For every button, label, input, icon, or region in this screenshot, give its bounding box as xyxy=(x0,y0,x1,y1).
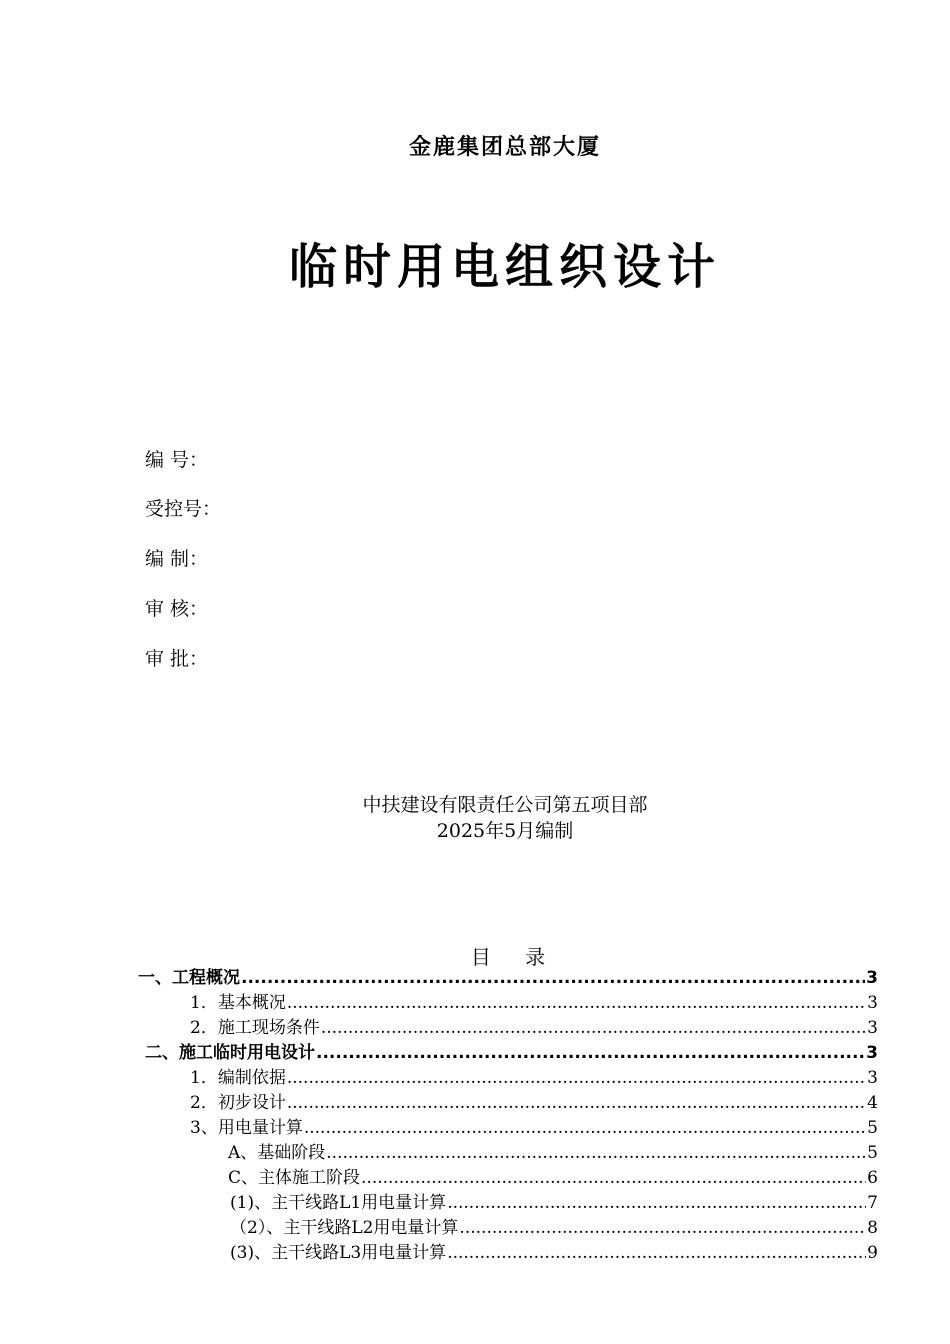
toc-leader xyxy=(447,1241,866,1265)
toc-entry-page: 9 xyxy=(867,1243,878,1263)
toc-entry[interactable] xyxy=(230,1241,878,1265)
compile-date: 2025年5月编制 xyxy=(436,820,574,842)
field-reviewed-by: 审 核： xyxy=(145,598,209,620)
toc-entry-page: 4 xyxy=(867,1093,878,1113)
toc-entry-label: (3)、主干线路L3用电量计算 xyxy=(230,1243,447,1263)
toc-leader xyxy=(447,1191,866,1215)
toc-entry-label: C、主体施工阶段 xyxy=(228,1168,361,1188)
toc-entry-page: 3 xyxy=(867,1018,878,1038)
toc-entry-label: 1．编制依据 xyxy=(190,1068,286,1088)
field-number: 编 号： xyxy=(145,449,209,471)
field-approved-by: 审 批： xyxy=(145,648,209,670)
toc-entry-label: 2．初步设计 xyxy=(190,1093,286,1113)
toc-leader xyxy=(321,1016,866,1040)
toc-entry[interactable] xyxy=(230,1216,878,1240)
toc-entry[interactable] xyxy=(138,966,878,990)
organization-name: 中扶建设有限责任公司第五项目部 xyxy=(362,794,648,816)
toc-leader xyxy=(241,966,865,990)
organization-block xyxy=(0,792,950,844)
toc-entry-page: 7 xyxy=(867,1193,878,1213)
toc-entry[interactable] xyxy=(228,1141,878,1165)
toc-entry[interactable] xyxy=(145,1041,878,1065)
toc-entry-label: A、基础阶段 xyxy=(228,1143,326,1163)
toc-entry-page: 3 xyxy=(867,993,878,1013)
field-control-number: 受控号： xyxy=(145,498,222,520)
document-title: 临时用电组织设计 xyxy=(288,239,721,295)
toc-leader xyxy=(361,1166,866,1190)
toc-entry-label: 一、工程概况 xyxy=(138,968,240,988)
toc-leader xyxy=(326,1141,866,1165)
toc-leader xyxy=(316,1041,865,1065)
toc-entry-label: (1)、主干线路L1用电量计算 xyxy=(230,1193,447,1213)
company-name: 金鹿集团总部大厦 xyxy=(408,134,601,160)
toc-entry-page: 3 xyxy=(866,1043,878,1063)
toc-entry[interactable] xyxy=(228,1166,878,1190)
toc-entry-page: 5 xyxy=(867,1143,878,1163)
toc-entry-page: 3 xyxy=(866,968,878,988)
toc-entry-page: 5 xyxy=(867,1118,878,1138)
toc-entry-page: 3 xyxy=(867,1068,878,1088)
field-prepared-by: 编 制： xyxy=(145,548,209,570)
toc-leader xyxy=(287,1091,866,1115)
toc-leader xyxy=(287,1066,866,1090)
toc-entry-page: 6 xyxy=(867,1168,878,1188)
toc-leader xyxy=(459,1216,866,1240)
toc-entry-label: （2）、主干线路L2用电量计算 xyxy=(230,1218,459,1238)
toc-entry[interactable] xyxy=(190,1016,878,1040)
toc-entry-page: 8 xyxy=(867,1218,878,1238)
toc-heading: 目 录 xyxy=(470,945,560,969)
toc-entry[interactable] xyxy=(190,1066,878,1090)
toc-entry[interactable] xyxy=(190,991,878,1015)
toc-entry-label: 1．基本概况 xyxy=(190,993,286,1013)
toc-leader xyxy=(304,1116,866,1140)
toc-entry-label: 2．施工现场条件 xyxy=(190,1018,320,1038)
toc-entry[interactable] xyxy=(190,1091,878,1115)
toc-entry-label: 3、用电量计算 xyxy=(190,1118,303,1138)
toc-entry[interactable] xyxy=(190,1116,878,1140)
toc-entry-label: 二、施工临时用电设计 xyxy=(145,1043,315,1063)
toc-leader xyxy=(287,991,866,1015)
toc-entry[interactable] xyxy=(230,1191,878,1215)
